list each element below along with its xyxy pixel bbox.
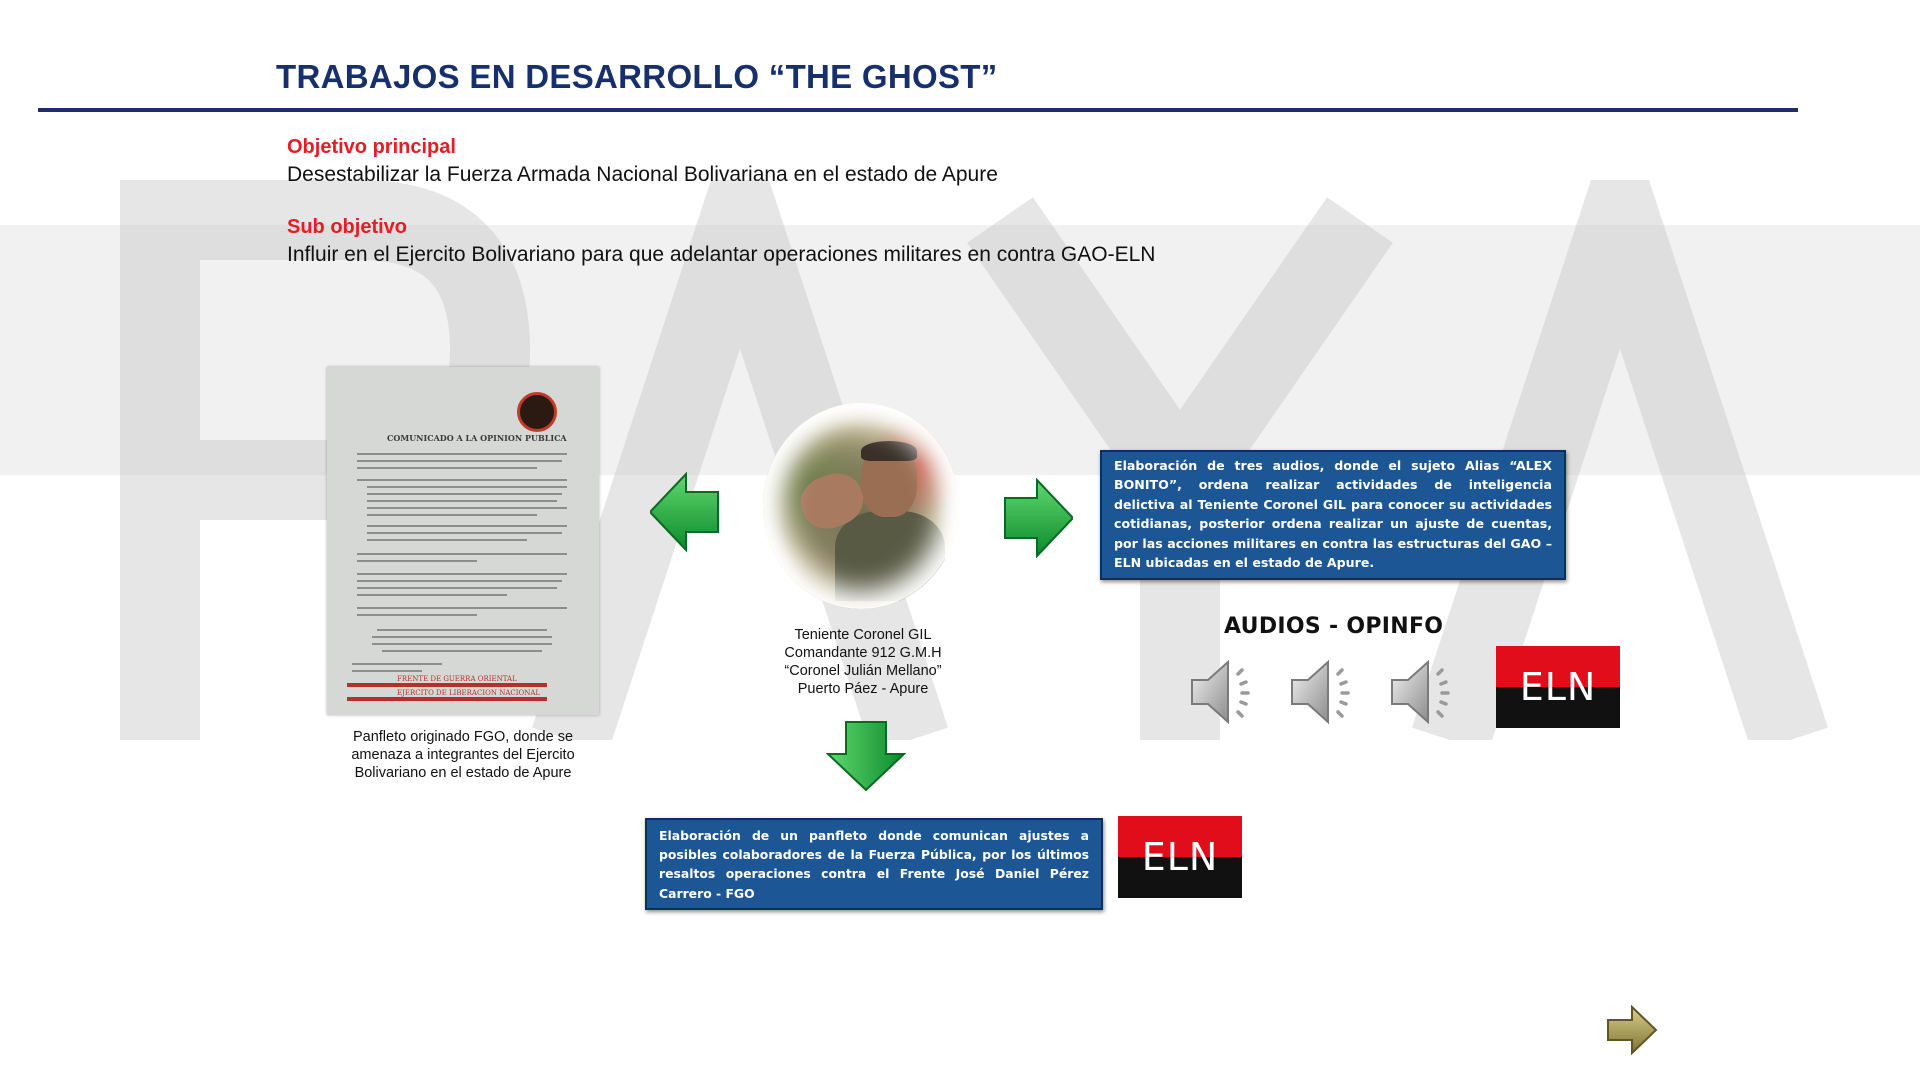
audios-label: AUDIOS - OPINFO bbox=[1224, 614, 1444, 639]
eln-flag-label: ELN bbox=[1519, 665, 1597, 709]
eln-flag-label: ELN bbox=[1141, 835, 1219, 879]
audio-description-box bbox=[1100, 450, 1566, 580]
person-caption: Teniente Coronel GIL Comandante 912 G.M.H “Coronel Julián Mellano” Puerto Páez - Apure bbox=[784, 627, 942, 697]
next-slide-arrow-icon[interactable] bbox=[1606, 1004, 1658, 1056]
arrow-left-icon bbox=[650, 472, 720, 552]
audio-description-text: Elaboración de tres audios, donde el sujeto Alias “ALEX BONITO”, ordena realizar actividades de inteligencia delictiva al Teniente Coronel GIL para conocer su actividades cotidianas, posterior ordena realizar un ajuste de cuentas, por las acciones militares en contra las estructuras del GAO – ELN ubicadas en el estado de Apure. bbox=[1114, 458, 1552, 571]
audio-speaker-icon-3[interactable] bbox=[1386, 652, 1466, 732]
arrow-right-icon bbox=[1003, 478, 1073, 558]
sub-objective-text: Influir en el Ejercito Bolivariano para que adelantar operaciones militares en contra GAO-ELN bbox=[287, 243, 1156, 266]
flyer-heading-graphic: COMUNICADO A LA OPINION PUBLICA bbox=[387, 433, 567, 443]
objective-heading: Objetivo principal bbox=[287, 136, 456, 158]
pamphlet-description-text: Elaboración de un panfleto donde comunican ajustes a posibles colaboradores de la Fuerza Pública, por los últimos resaltos operaciones contra el Frente José Daniel Pérez Carrero - FGO bbox=[659, 828, 1089, 901]
objective-text: Desestabilizar la Fuerza Armada Nacional Bolivariana en el estado de Apure bbox=[287, 163, 998, 186]
arrow-down-icon bbox=[826, 720, 906, 792]
flyer-caption: Panfleto originado FGO, donde se amenaza a integrantes del Ejercito Bolivariano en el estado de Apure bbox=[351, 729, 575, 781]
flyer-seal-icon bbox=[517, 392, 557, 432]
sub-objective-heading: Sub objetivo bbox=[287, 216, 407, 238]
eln-flag-audios bbox=[1496, 646, 1620, 728]
portrait-teniente-coronel-gil bbox=[763, 403, 959, 609]
title-divider bbox=[38, 108, 1798, 112]
flyer-image: COMUNICADO A LA OPINION PUBLICA FRENTE DE GUERRA ORIENTAL EJERCITO DE LIBERACION NACIONAL bbox=[327, 367, 599, 715]
audio-speaker-icon-2[interactable] bbox=[1286, 652, 1366, 732]
page-title: TRABAJOS EN DESARROLLO “THE GHOST” bbox=[276, 58, 998, 95]
pamphlet-description-box bbox=[645, 818, 1103, 910]
audio-speaker-icon-1[interactable] bbox=[1186, 652, 1266, 732]
eln-flag-pamphlet bbox=[1118, 816, 1242, 898]
